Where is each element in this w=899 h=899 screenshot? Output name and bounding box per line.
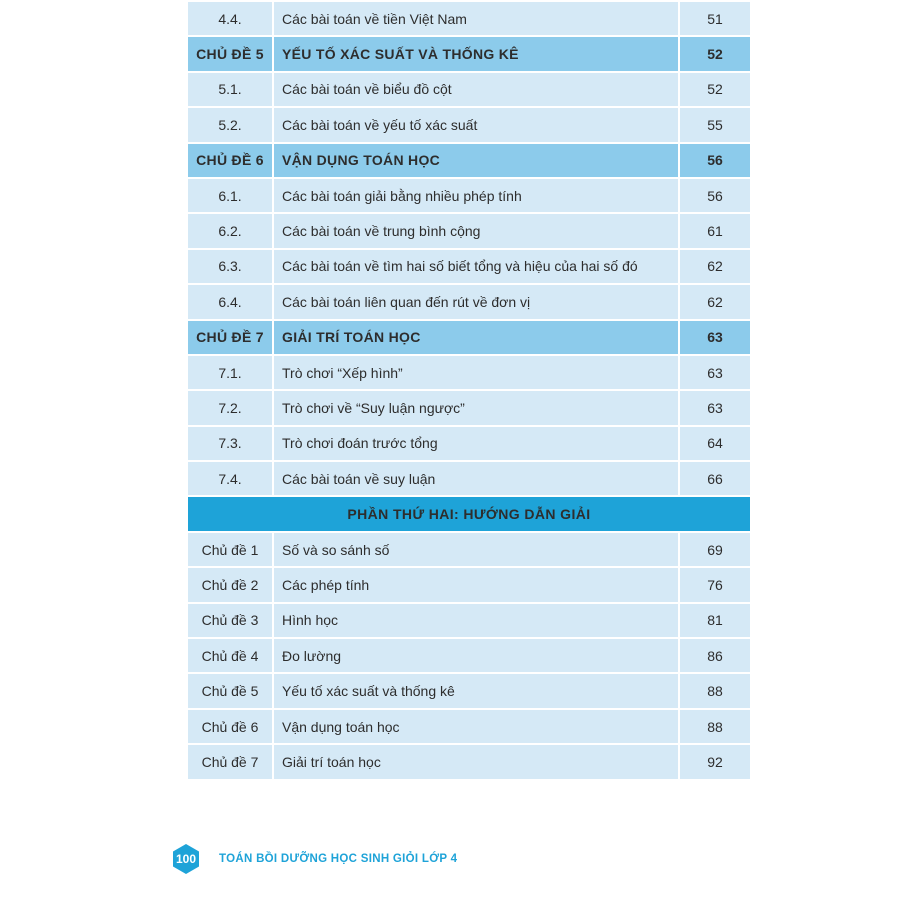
answer-row <box>187 709 751 744</box>
entry-page: 64 <box>679 426 751 461</box>
entry-number: CHỦ ĐỀ 5 <box>187 36 273 71</box>
section-row <box>187 72 751 107</box>
table-of-contents <box>186 0 752 781</box>
section-row <box>187 249 751 284</box>
answer-row <box>187 567 751 602</box>
entry-page: 92 <box>679 744 751 779</box>
entry-number: 6.3. <box>187 249 273 284</box>
entry-page: 66 <box>679 461 751 496</box>
entry-number: Chủ đề 7 <box>187 744 273 779</box>
entry-number: Chủ đề 4 <box>187 638 273 673</box>
section-row <box>187 284 751 319</box>
entry-page: 76 <box>679 567 751 602</box>
entry-title: Các bài toán về suy luận <box>273 461 679 496</box>
entry-number: Chủ đề 1 <box>187 532 273 567</box>
entry-title: Các bài toán về tìm hai số biết tổng và hiệu của hai số đó <box>273 249 679 284</box>
entry-page: 52 <box>679 72 751 107</box>
entry-page: 51 <box>679 1 751 36</box>
section-row <box>187 461 751 496</box>
entry-title: Trò chơi về “Suy luận ngược” <box>273 390 679 425</box>
entry-number: Chủ đề 2 <box>187 567 273 602</box>
section-row <box>187 1 751 36</box>
entry-page: 63 <box>679 320 751 355</box>
answer-row <box>187 673 751 708</box>
section-row <box>187 390 751 425</box>
entry-title: Các bài toán về yếu tố xác suất <box>273 107 679 142</box>
entry-number: 5.1. <box>187 72 273 107</box>
entry-number: CHỦ ĐỀ 6 <box>187 143 273 178</box>
entry-page: 63 <box>679 355 751 390</box>
entry-number: Chủ đề 6 <box>187 709 273 744</box>
entry-title: Đo lường <box>273 638 679 673</box>
entry-title: Vận dụng toán học <box>273 709 679 744</box>
answer-row <box>187 638 751 673</box>
entry-title: Các phép tính <box>273 567 679 602</box>
entry-number: Chủ đề 3 <box>187 603 273 638</box>
entry-page: 62 <box>679 249 751 284</box>
entry-page: 52 <box>679 36 751 71</box>
entry-title: Trò chơi đoán trước tổng <box>273 426 679 461</box>
book-title: TOÁN BỒI DƯỠNG HỌC SINH GIỎI LỚP 4 <box>219 853 458 865</box>
entry-number: Chủ đề 5 <box>187 673 273 708</box>
entry-title: GIẢI TRÍ TOÁN HỌC <box>273 320 679 355</box>
entry-title: Trò chơi “Xếp hình” <box>273 355 679 390</box>
entry-title: Các bài toán về biểu đồ cột <box>273 72 679 107</box>
entry-title: Các bài toán về tiền Việt Nam <box>273 1 679 36</box>
entry-title: Các bài toán về trung bình cộng <box>273 213 679 248</box>
section-row <box>187 355 751 390</box>
entry-page: 56 <box>679 143 751 178</box>
chapter-row <box>187 143 751 178</box>
entry-number: 6.2. <box>187 213 273 248</box>
entry-page: 86 <box>679 638 751 673</box>
page-number-badge <box>170 843 202 875</box>
page-number: 100 <box>175 852 197 866</box>
entry-number: 7.1. <box>187 355 273 390</box>
chapter-row <box>187 36 751 71</box>
entry-title: Giải trí toán học <box>273 744 679 779</box>
entry-title: Các bài toán liên quan đến rút về đơn vị <box>273 284 679 319</box>
chapter-row <box>187 320 751 355</box>
entry-page: 55 <box>679 107 751 142</box>
answer-row <box>187 744 751 779</box>
entry-title: VẬN DỤNG TOÁN HỌC <box>273 143 679 178</box>
entry-page: 81 <box>679 603 751 638</box>
entry-number: 4.4. <box>187 1 273 36</box>
answer-row <box>187 603 751 638</box>
entry-page: 56 <box>679 178 751 213</box>
entry-number: 7.3. <box>187 426 273 461</box>
entry-page: 61 <box>679 213 751 248</box>
entry-page: 62 <box>679 284 751 319</box>
entry-number: 6.1. <box>187 178 273 213</box>
entry-page: 88 <box>679 709 751 744</box>
section-row <box>187 426 751 461</box>
entry-number: 5.2. <box>187 107 273 142</box>
entry-title: Số và so sánh số <box>273 532 679 567</box>
part-heading: PHẦN THỨ HAI: HƯỚNG DẪN GIẢI <box>187 496 751 531</box>
entry-page: 63 <box>679 390 751 425</box>
entry-number: CHỦ ĐỀ 7 <box>187 320 273 355</box>
section-row <box>187 213 751 248</box>
entry-page: 88 <box>679 673 751 708</box>
section-row <box>187 107 751 142</box>
entry-number: 6.4. <box>187 284 273 319</box>
entry-title: Hình học <box>273 603 679 638</box>
section-row <box>187 178 751 213</box>
entry-page: 69 <box>679 532 751 567</box>
entry-number: 7.4. <box>187 461 273 496</box>
answer-row <box>187 532 751 567</box>
entry-title: Các bài toán giải bằng nhiều phép tính <box>273 178 679 213</box>
entry-title: YẾU TỐ XÁC SUẤT VÀ THỐNG KÊ <box>273 36 679 71</box>
part-heading-row <box>187 496 751 531</box>
page-footer <box>170 842 457 876</box>
entry-title: Yếu tố xác suất và thống kê <box>273 673 679 708</box>
entry-number: 7.2. <box>187 390 273 425</box>
